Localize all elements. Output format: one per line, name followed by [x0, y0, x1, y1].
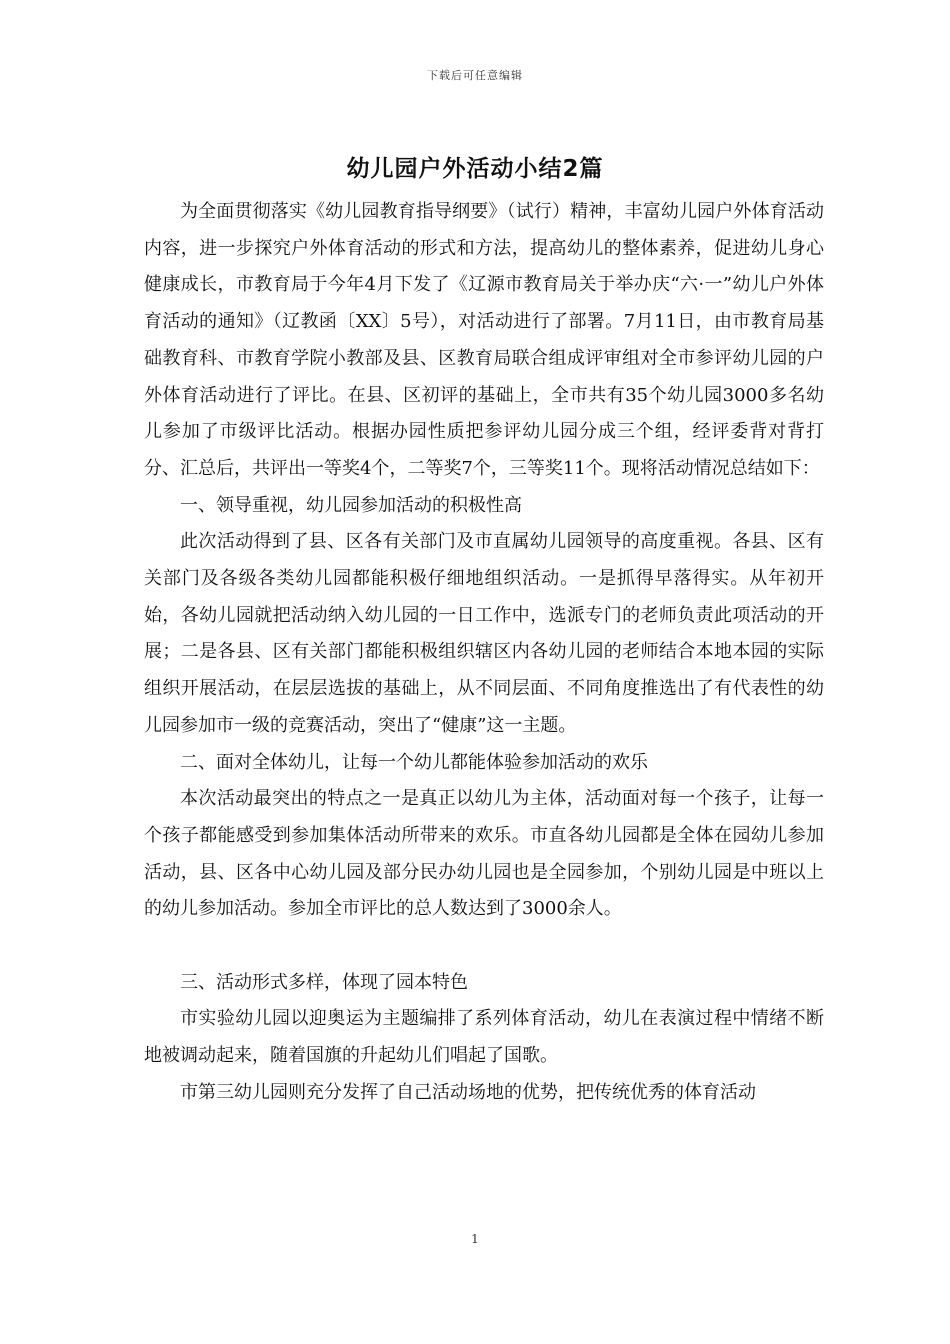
section-paragraph-3a: 市实验幼儿园以迎奥运为主题编排了系列体育活动，幼儿在表演过程中情绪不断地被调动起来，随着国旗的升起幼儿们唱起了国歌。	[144, 1008, 824, 1067]
document-body	[144, 194, 824, 1112]
intro-paragraph: 为全面贯彻落实《幼儿园教育指导纲要》（试行）精神，丰富幼儿园户外体育活动内容，进一步探究户外体育活动的形式和方法，提高幼儿的整体素养，促进幼儿身心健康成长，市教育局于今年4月下发了《辽源市教育局关于举办庆“六·一”幼儿户外体育活动的通知》（辽教函〔XX〕5号），对活动进行了部署。7月11日，由市教育局基础教育科、市教育学院小教部及县、区教育局联合组成评审组对全市参评幼儿园的户外体育活动进行了评比。在县、区初评的基础上，全市共有35个幼儿园3000多名幼儿参加了市级评比活动。根据办园性质把参评幼儿园分成三个组，经评委背对背打分、汇总后，共评出一等奖4个，二等奖7个，三等奖11个。现将活动情况总结如下：	[144, 201, 824, 479]
document-title: 幼儿园户外活动小结2篇	[346, 156, 604, 182]
header-note: 下载后可任意编辑	[427, 69, 523, 82]
section-heading-3: 三、活动形式多样，体现了园本特色	[180, 971, 468, 993]
page-number: 1	[471, 1232, 479, 1246]
section-paragraph-1: 此次活动得到了县、区各有关部门及市直属幼儿园领导的高度重视。各县、区有关部门及各级各类幼儿园都能积极仔细地组织活动。一是抓得早落得实。从年初开始，各幼儿园就把活动纳入幼儿园的一日工作中，选派专门的老师负责此项活动的开展；二是各县、区有关部门都能积极组织辖区内各幼儿园的老师结合本地本园的实际组织开展活动，在层层选拔的基础上，从不同层面、不同角度推选出了有代表性的幼儿园参加市一级的竞赛活动，突出了“健康”这一主题。	[144, 531, 824, 736]
section-heading-2: 二、面对全体幼儿，让每一个幼儿都能体验参加活动的欢乐	[180, 751, 648, 773]
section-paragraph-2: 本次活动最突出的特点之一是真正以幼儿为主体，活动面对每一个孩子，让每一个孩子都能感受到参加集体活动所带来的欢乐。市直各幼儿园都是全体在园幼儿参加活动，县、区各中心幼儿园及部分民办幼儿园也是全园参加，个别幼儿园是中班以上的幼儿参加活动。参加全市评比的总人数达到了3000余人。	[144, 788, 824, 920]
section-paragraph-3b: 市第三幼儿园则充分发挥了自己活动场地的优势，把传统优秀的体育活动	[180, 1081, 756, 1103]
section-heading-1: 一、领导重视，幼儿园参加活动的积极性高	[180, 494, 522, 516]
